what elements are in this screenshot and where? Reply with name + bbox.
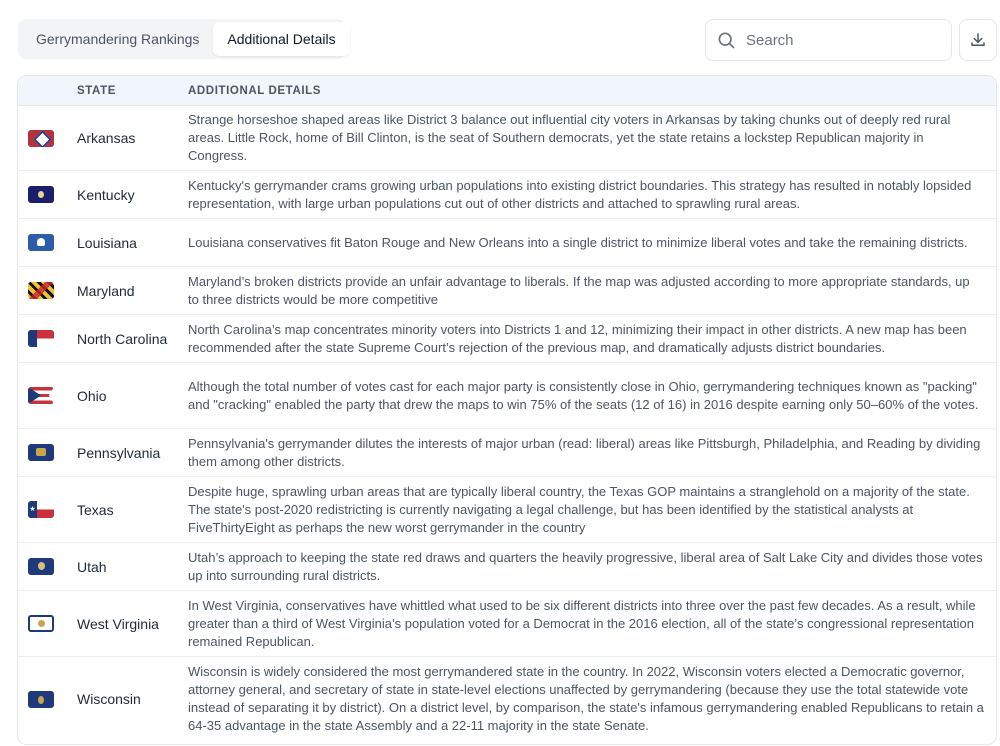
state-details: Louisiana conservatives fit Baton Rouge and New Orleans into a single district to minimize liberal votes and take the remaining districts. (188, 234, 968, 250)
state-name: Maryland (77, 282, 135, 299)
table-body (18, 106, 996, 741)
state-details: Utah’s approach to keeping the state red draws and quarters the heavily progressive, liberal area of Salt Lake City and divides those votes up into surrounding rural districts. (188, 549, 983, 583)
state-flag-icon (28, 282, 54, 299)
flag-cell (18, 282, 77, 299)
state-flag-icon (28, 130, 54, 147)
table-row[interactable] (18, 315, 996, 363)
state-flag-icon (28, 501, 54, 518)
flag-cell (18, 558, 77, 575)
state-flag-icon (28, 615, 54, 632)
state-flag-icon (28, 444, 54, 461)
table-row[interactable] (18, 171, 996, 219)
table-row[interactable] (18, 219, 996, 267)
table-row[interactable] (18, 429, 996, 477)
table-row[interactable] (18, 106, 996, 171)
details-table (17, 75, 997, 745)
state-details: Pennsylvania's gerrymander dilutes the interests of major urban (read: liberal) areas like Pittsburgh, Philadelphia, and Reading by dividing them among other districts. (188, 435, 981, 469)
state-name: Wisconsin (77, 691, 141, 707)
state-details: Despite huge, sprawling urban areas that are typically liberal country, the Texas GOP maintains a stranglehold on a majority of the state. The state's post-2020 redistricting is currently navigating a legal challenge, but has been identified by the statistical analysts at FiveThirtyEight as perhaps the new worst gerrymander in the country (188, 483, 970, 535)
state-name: Arkansas (77, 130, 136, 146)
flag-cell (18, 234, 77, 251)
state-details: North Carolina’s map concentrates minority voters into Districts 1 and 12, minimizing their impact in other districts. A new map has been recommended after the state Supreme Court’s rejection of the previous map, and dramatically adjusts district boundaries. (188, 321, 967, 355)
tab-additional-details[interactable]: Additional Details (213, 22, 349, 56)
column-header-state[interactable]: STATE (77, 84, 116, 97)
flag-cell (18, 444, 77, 461)
state-flag-icon (28, 234, 54, 251)
flag-cell (18, 130, 77, 147)
state-details: Maryland’s broken districts provide an unfair advantage to liberals. If the map was adjusted according to more appropriate standards, up to three districts would be more competitive (188, 273, 970, 307)
state-name: Pennsylvania (77, 444, 161, 461)
flag-cell (18, 691, 77, 708)
state-details: In West Virginia, conservatives have whittled what used to be six different districts into three over the past few decades. As a result, while greater than a third of West Virginia’s population voted for a Democrat in the 2016 election, all of the state’s congressional representation remained Republican. (188, 597, 976, 649)
table-header (18, 76, 996, 106)
state-flag-icon (28, 330, 54, 347)
download-icon (969, 31, 987, 49)
state-name: Ohio (77, 387, 107, 404)
flag-cell (18, 387, 77, 404)
state-name: Texas (77, 501, 114, 518)
table-row[interactable] (18, 267, 996, 315)
table-row[interactable] (18, 657, 996, 741)
download-button[interactable] (959, 19, 997, 61)
state-flag-icon (28, 558, 54, 575)
flag-cell (18, 186, 77, 203)
state-flag-icon (28, 691, 54, 708)
state-flag-icon (28, 387, 54, 404)
state-name: Utah (77, 558, 107, 575)
table-row[interactable] (18, 477, 996, 543)
search-icon (716, 30, 736, 50)
search-input[interactable] (746, 32, 936, 49)
state-name: West Virginia (77, 615, 159, 632)
flag-cell (18, 615, 77, 632)
state-flag-icon (28, 186, 54, 203)
search-box[interactable] (705, 19, 952, 61)
column-header-details[interactable]: ADDITIONAL DETAILS (188, 84, 322, 97)
state-name: Louisiana (77, 234, 137, 251)
state-details: Wisconsin is widely considered the most gerrymandered state in the country. In 2022, Wisconsin voters elected a Democratic governor, attorney general, and secretary of state in state-level elections unaffected by gerrymandering (because they use the total statewide vote instead of separating it by district). On a district level, by comparison, the state's infamous gerrymandering enabled Republicans to retain a 64-35 advantage in the state Assembly and a 22-11 majority in the state Senate. (188, 664, 984, 733)
table-row[interactable] (18, 591, 996, 657)
table-row[interactable] (18, 543, 996, 591)
state-details: Strange horseshoe shaped areas like District 3 balance out influential city voters in Arkansas by taking chunks out of deeply red rural areas. Little Rock, home of Bill Clinton, is the seat of Southern democrats, yet the state retains a lockstep Republican majority in Congress. (188, 112, 951, 163)
flag-cell (18, 330, 77, 347)
state-name: North Carolina (77, 330, 168, 347)
state-name: Kentucky (77, 186, 135, 203)
state-details: Kentucky's gerrymander crams growing urban populations into existing district boundaries. This strategy has resulted in notably lopsided representation, with large urban populations cut out of other districts and attached to sprawling rural areas. (188, 177, 972, 211)
state-details: Although the total number of votes cast for each major party is consistently close in Ohio, gerrymandering techniques known as "packing" and "cracking" enabled the party that drew the maps to win 75% of the seats (12 of 16) in 2016 despite earning only 50–60% of the votes. (188, 378, 979, 412)
tab-gerrymandering-rankings[interactable]: Gerrymandering Rankings (36, 31, 200, 47)
table-row[interactable] (18, 363, 996, 429)
flag-cell (18, 501, 77, 518)
view-tabs (18, 19, 345, 59)
